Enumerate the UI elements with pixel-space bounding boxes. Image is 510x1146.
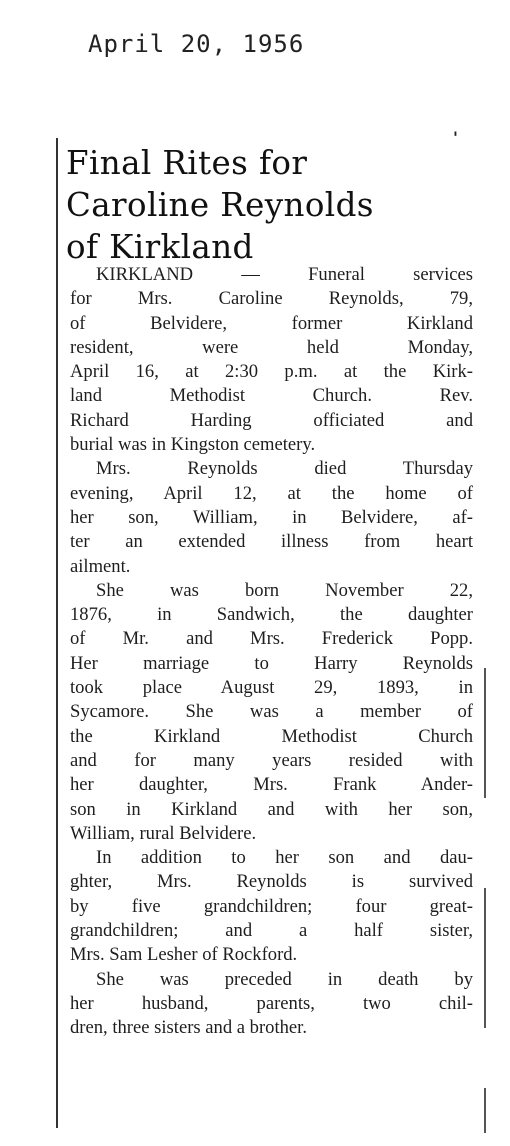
article-paragraph	[70, 457, 473, 578]
article-line: ailment.	[70, 555, 131, 577]
article-line: William, rural Belvidere.	[70, 822, 257, 844]
headline-line: Caroline Reynolds	[66, 186, 374, 224]
newspaper-clipping	[56, 128, 486, 1138]
article-line: Her marriage to Harry Reynolds	[70, 652, 473, 674]
article-line: evening, April 12, at the home of	[70, 482, 473, 504]
column-rule-right	[484, 1088, 486, 1133]
article-line: KIRKLAND — Funeral services	[96, 264, 473, 285]
article-line: her son, William, in Belvidere, af-	[70, 506, 473, 528]
article-line: ter an extended illness from heart	[70, 531, 473, 553]
article-body	[70, 263, 473, 1041]
column-rule-left	[56, 138, 58, 1128]
article-line: and for many years resided with	[70, 749, 473, 771]
article-line: took place August 29, 1893, in	[70, 677, 473, 699]
article-line: ghter, Mrs. Reynolds is survived	[70, 871, 473, 893]
article-paragraph	[70, 846, 473, 967]
article-headline	[66, 142, 478, 268]
article-paragraph	[70, 263, 473, 457]
article-line: by five grandchildren; four great-	[70, 895, 473, 917]
article-line: her husband, parents, two chil-	[70, 992, 473, 1014]
headline-line: Final Rites for	[66, 144, 308, 182]
article-paragraph	[70, 579, 473, 846]
article-line: She was preceded in death by	[96, 968, 473, 990]
article-line: She was born November 22,	[96, 579, 473, 601]
article-line: her daughter, Mrs. Frank Ander-	[70, 774, 473, 796]
article-line: son in Kirkland and with her son,	[70, 798, 473, 820]
clipping-date: April 20, 1956	[88, 30, 305, 58]
column-rule-right	[484, 888, 486, 1028]
article-line: land Methodist Church. Rev.	[70, 385, 473, 407]
article-line: dren, three sisters and a brother.	[70, 1017, 307, 1039]
article-line: 1876, in Sandwich, the daughter	[70, 604, 473, 626]
article-line: In addition to her son and dau-	[96, 847, 473, 869]
column-rule-right	[484, 668, 486, 798]
article-line: resident, were held Monday,	[70, 336, 473, 358]
article-line: for Mrs. Caroline Reynolds, 79,	[70, 288, 473, 310]
article-paragraph	[70, 968, 473, 1041]
article-line: of Mr. and Mrs. Frederick Popp.	[70, 628, 473, 650]
article-line: Mrs. Sam Lesher of Rockford.	[70, 944, 298, 966]
headline-line: of Kirkland	[66, 228, 254, 266]
article-line: burial was in Kingston cemetery.	[70, 434, 316, 456]
article-line: grandchildren; and a half sister,	[70, 920, 473, 942]
column-tick-mark: '	[453, 128, 458, 147]
article-line: Sycamore. She was a member of	[70, 701, 473, 723]
article-line: of Belvidere, former Kirkland	[70, 312, 473, 334]
article-line: Mrs. Reynolds died Thursday	[96, 458, 473, 480]
article-line: Richard Harding officiated and	[70, 409, 473, 431]
article-line: April 16, at 2:30 p.m. at the Kirk-	[70, 361, 473, 383]
article-line: the Kirkland Methodist Church	[70, 725, 473, 747]
